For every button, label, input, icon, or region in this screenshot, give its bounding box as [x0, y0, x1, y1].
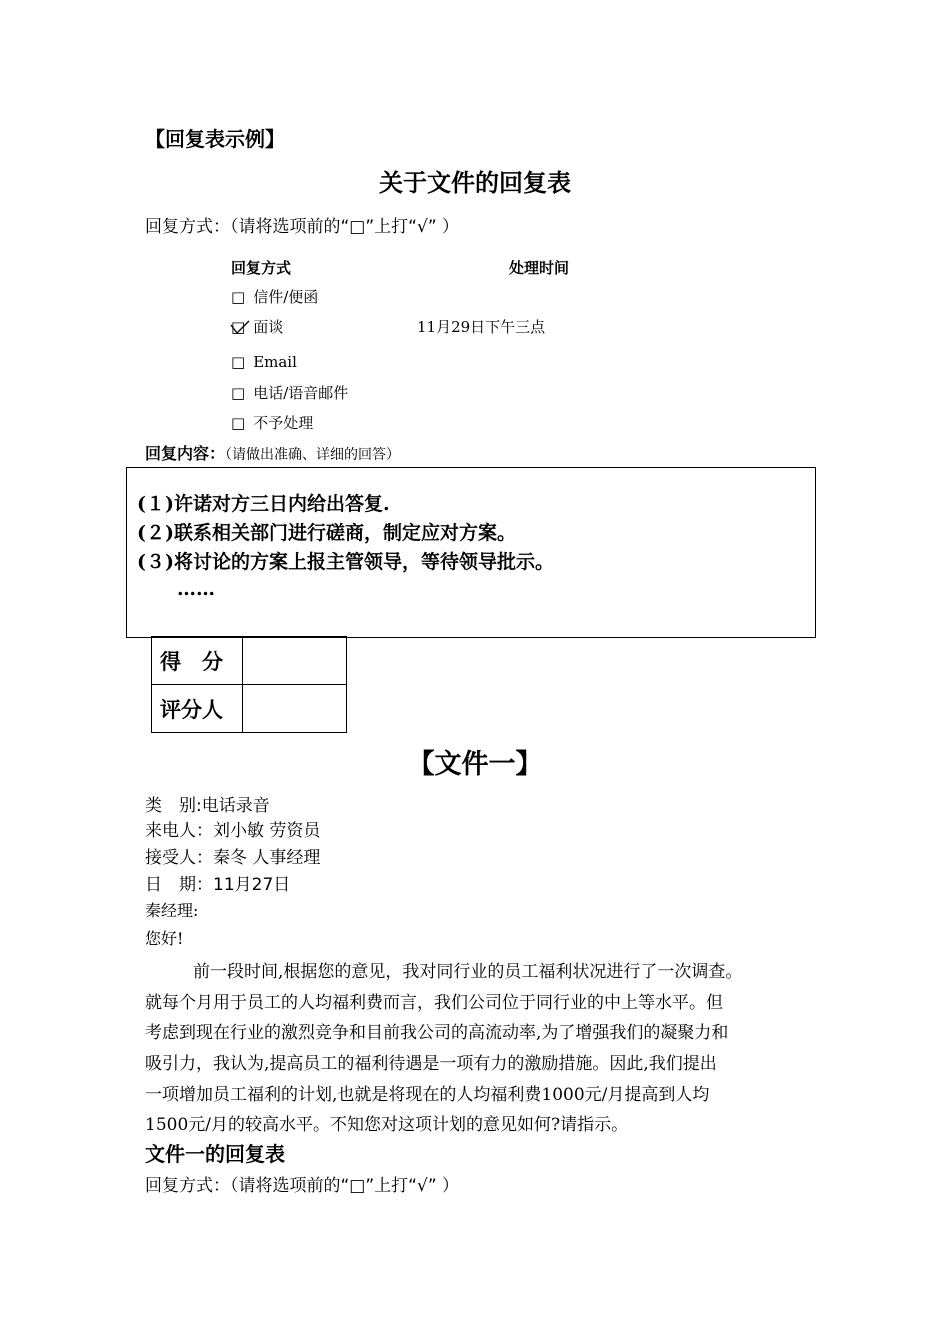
checkbox-icon[interactable]: □	[231, 353, 246, 371]
doc1-receiver: 接受人：秦冬 人事经理	[145, 848, 321, 868]
grader-label: 评分人	[152, 685, 243, 733]
col-header-method: 回复方式	[231, 259, 292, 277]
checkbox-icon[interactable]: □	[231, 414, 246, 432]
doc1-caller: 来电人：刘小敏 劳资员	[145, 821, 321, 841]
doc1-greeting: 您好!	[145, 929, 184, 948]
example-heading: 【回复表示例】	[145, 127, 285, 151]
doc1-reply-method-instruction: 回复方式：（请将选项前的“□”上打“√” ）	[145, 1176, 460, 1196]
option-phone[interactable]	[231, 382, 348, 403]
option-label: 不予处理	[253, 414, 314, 432]
doc1-paragraph-line: 考虑到现在行业的激烈竞争和目前我公司的高流动率,为了增强我们的凝聚力和	[145, 1023, 729, 1043]
checkbox-icon[interactable]: □	[231, 288, 246, 306]
doc1-heading: 【文件一】	[407, 749, 543, 780]
doc1-paragraph-line: 吸引力，我认为,提高员工的福利待遇是一项有力的激励措施。因此,我们提出	[145, 1054, 717, 1074]
reply-content-label	[145, 441, 400, 464]
reply-content-title: 回复内容：	[145, 444, 226, 463]
option-label: 面谈	[253, 318, 284, 336]
doc1-category: 类 别:电话录音	[145, 796, 270, 816]
reply-content-box[interactable]	[126, 467, 816, 638]
answer-line: (３)将讨论的方案上报主管领导，等待领导批示。	[137, 551, 554, 573]
doc1-date: 日 期：11月27日	[145, 875, 291, 895]
option-letter[interactable]	[231, 286, 318, 307]
answer-line: (２)联系相关部门进行磋商，制定应对方案。	[137, 522, 516, 544]
checkbox-icon[interactable]: □	[231, 384, 246, 402]
score-table	[151, 636, 347, 733]
option-label: Email	[253, 353, 297, 371]
checkbox-icon[interactable]: □	[231, 318, 246, 336]
reply-method-instruction: 回复方式：（请将选项前的“□”上打“√” ）	[145, 217, 460, 237]
doc1-paragraph-line: 一项增加员工福利的计划,也就是将现在的人均福利费1000元/月提高到人均	[145, 1085, 710, 1105]
doc1-salutation: 秦经理:	[145, 901, 199, 920]
doc1-paragraph-line: 就每个月用于员工的人均福利费而言，我们公司位于同行业的中上等水平。但	[145, 993, 723, 1013]
answer-line: (１)许诺对方三日内给出答复.	[137, 493, 390, 515]
option-label: 电话/语音邮件	[253, 384, 349, 402]
reply-form-title: 关于文件的回复表	[379, 169, 571, 197]
doc1-paragraph-line: 前一段时间,根据您的意见，我对同行业的员工福利状况进行了一次调查。	[193, 962, 743, 982]
col-header-time: 处理时间	[509, 259, 570, 277]
grader-input[interactable]	[243, 685, 347, 733]
score-row	[152, 637, 347, 685]
answer-ellipsis: ……	[177, 578, 215, 600]
reply-content-hint: （请做出准确、详细的回答）	[225, 447, 401, 463]
option-time: 11月29日下午三点	[417, 318, 546, 336]
doc1-reply-title: 文件一的回复表	[145, 1142, 285, 1166]
score-label: 得 分	[152, 637, 243, 685]
option-no-action[interactable]	[231, 412, 313, 433]
doc1-paragraph-line: 1500元/月的较高水平。不知您对这项计划的意见如何?请指示。	[145, 1115, 629, 1135]
grader-row	[152, 685, 347, 733]
option-label: 信件/便函	[253, 288, 319, 306]
check-mark-icon	[229, 318, 251, 336]
option-email[interactable]	[231, 353, 297, 371]
score-input[interactable]	[243, 637, 347, 685]
